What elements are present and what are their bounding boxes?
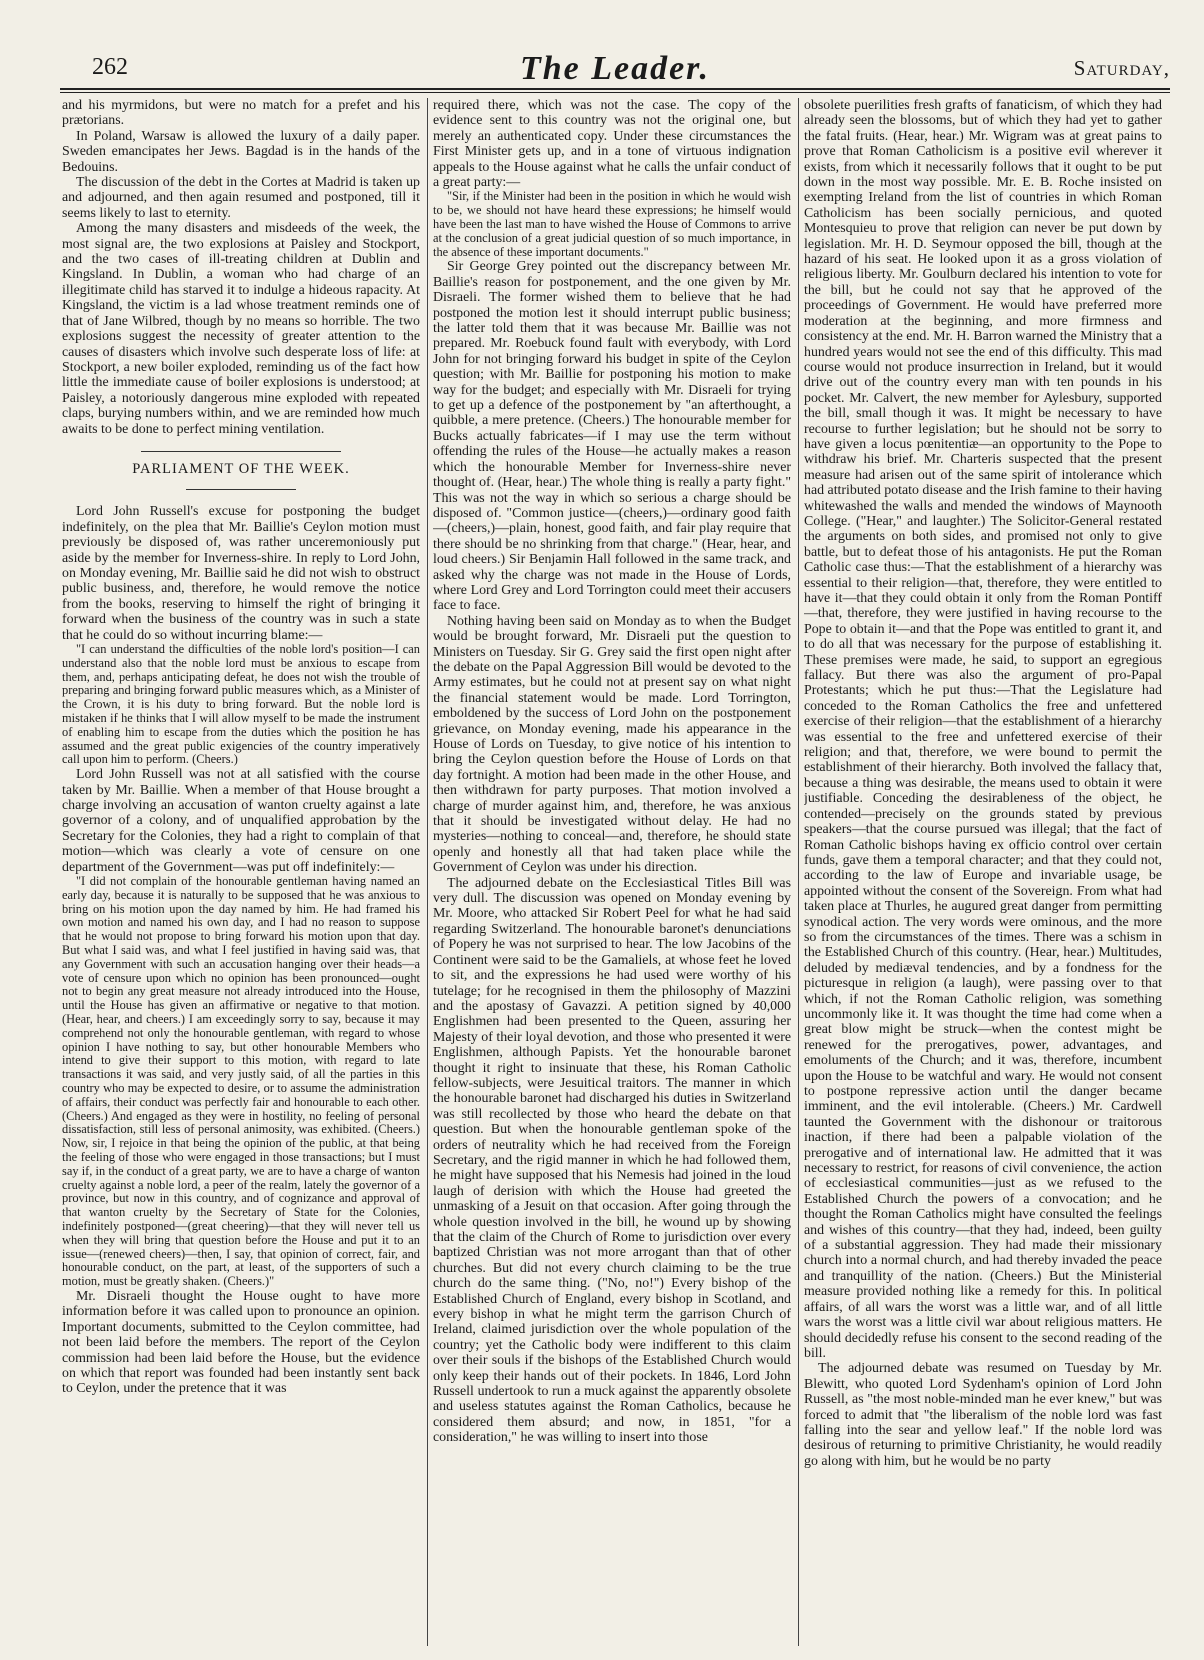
section-heading: PARLIAMENT OF THE WEEK. bbox=[132, 460, 350, 477]
paragraph: obsolete puerilities fresh grafts of fanaticism, of which they had already seen the blossoms, but of which they had yet to gather the fatal fruits. (Hear, hear.) Mr. Wigram was at great pains to prove that Roman Catholicism is a positive evil wherever it exists, from which it necessarily follows that it ought to be put down in the most way possible. Mr. E. B. Roche insisted on exempting Ireland from the list of countries in which Roman Catholicism has been socially pernicious, and quoted Montesquieu to prove that religion can never be put down by legislation. Mr. H. D. Seymour opposed the bill, though at the hazard of his seat. He looked upon it as a gross violation of religious liberty. Mr. Goulburn declared his intention to vote for the bill, but he could not say that he approved of the proceedings of Government. He would have preferred more moderation at the beginning, and more firmness and consistency at the end. Mr. H. Barron warned the Ministry that a hundred years would not see the end of this difficulty. This mad course would not produce insurrection in Ireland, but it would drive out of the country every man with ten pounds in his pocket. Mr. Calvert, the new member for Aylesbury, supported the bill, small though it was. It might be necessary to have recourse to further legislation; but he should not be sorry to have given a locus pœnitentiæ—an opportunity to the Pope to withdraw his brief. Mr. Charteris suspected that the present measure had arisen out of the same spirit of intolerance which had attributed potato disease and the Irish famine to their having whitewashed the walls and mended the windows of Maynooth College. ("Hear," and laughter.) The Solicitor-General restated the arguments on both sides, and promised not only to give battle, but to defeat those of his antagonists. He put the Roman Catholic case thus:—That the establishment of a hierarchy was essential to their religion—that, therefore, they were entitled to have it—that they could obtain it only from the Roman Pontiff—that, therefore, they were justified in having recourse to the Pope to obtain it—and that the Pope was entitled to grant it, and to do all that was necessary for the purpose of establishing it. These premises were made, he said, to support an egregious fallacy. But there was also the argument of pro-Papal Protestants; which he put thus:—That the Legislature had conceded to the Roman Catholics the free and unfettered exercise of their religion—that the establishment of a hierarchy was essential to the free and unfettered exercise of their religion; and that, therefore, we were bound to permit the establishment of their hierarchy. Both involved the fallacy that, because a thing was desirable, the means used to obtain it were justifiable. Conceding the desirableness of the object, he contended—precisely on the grounds stated by previous speakers—that the course pursued was illegal; that the fact of Roman Catholic bishops having ex officio control over certain funds, gave them a temporal character; and that they could not, according to the law of Europe and invariable usage, be appointed without the consent of the Sovereign. From what had taken place at Thurles, he augured great danger from permitting synodical action. The very words were ominous, and the more so from the circumstances of the times. There was a schism in the Established Church of this country. (Hear, hear.) Multitudes, deluded by mediæval tendencies, and by a fondness for the picturesque in religion (a laugh), were passing over to that which, if not the Roman Catholic religion, was something uncommonly like it. It was thought the time had come when a great blow might be struck—when the contest might be renewed for the prerogatives, power, advantages, and emoluments of the Church; and it was, therefore, incumbent upon the House to be watchful and wary. He would not consent to postpone repressive action until the danger became imminent, and the evil intolerable. (Cheers.) Mr. Cardwell taunted the Government with the dishonour or traitorous inaction, if there had been a palpable violation of the prerogative and of international law. He admitted that it was necessary to restrict, for reasons of civil convenience, the action of ecclesiastical communities—just as we refused to the Established Church the powers of a convocation; and he thought the Roman Catholics might have consulted the feelings and wishes of this country—that they had, indeed, been guilty of a substantial aggression. They had made their missionary church into a normal church, and had thereby invaded the peace and tranquillity of the nation. (Cheers.) But the Ministerial measure provided nothing like a remedy for this. In political affairs, of all wars the worst was a little war, and of all little wars the worst was a little civil war about religious matters. He should decidedly refuse his consent to the second reading of the bill. bbox=[804, 98, 1162, 1361]
column-divider bbox=[427, 98, 428, 1646]
page-header bbox=[60, 50, 1170, 90]
column-divider bbox=[798, 98, 799, 1646]
paragraph: Lord John Russell's excuse for postponing the budget indefinitely, on the plea that Mr. Baillie's Ceylon motion must previously be disposed of, was rather unceremoniously put aside by the member for Inverness-shire. In reply to Lord John, on Monday evening, Mr. Baillie said he did not wish to obstruct public business, and, therefore, he would remove the notice from the books, reserving to himself the right of bringing it forward when the business of the country was in such a state that he could do so without incurring blame:— bbox=[62, 504, 420, 643]
paragraph: and his myrmidons, but were no match for a prefet and his prætorians. bbox=[62, 98, 420, 129]
header-rule bbox=[60, 88, 1170, 90]
quotation: "I can understand the difficulties of the noble lord's position—I can understand also that the noble lord must be anxious to escape from them, and, perhaps anticipating defeat, he does not wish the trouble of preparing and bringing forward public measures which, as a Minister of the Crown, it is his duty to bring forward. But the noble lord is mistaken if he thinks that I will allow myself to be made the instrument of enabling him to escape from the duties which the position he has assumed and the great public exigencies of the country imperatively call upon him to perform. (Cheers.) bbox=[62, 642, 420, 767]
paragraph: required there, which was not the case. The copy of the evidence sent to this country was not the original one, but merely an authenticated copy. Under these circumstances the First Minister gets up, and in a tone of virtuous indignation appeals to the House against what he calls the unfair conduct of a great party:— bbox=[433, 98, 791, 191]
section-divider bbox=[141, 451, 341, 452]
heading-divider bbox=[186, 489, 296, 490]
column-1 bbox=[62, 98, 420, 1643]
header-rule-thin bbox=[60, 92, 1170, 93]
page-number: 262 bbox=[92, 54, 128, 80]
header-day: Saturday, bbox=[1073, 56, 1170, 80]
column-3 bbox=[804, 98, 1162, 1643]
paragraph: In Poland, Warsaw is allowed the luxury of a daily paper. Sweden emancipates her Jews. Bagdad is in the hands of the Bedouins. bbox=[62, 128, 420, 175]
paragraph: The discussion of the debt in the Cortes at Madrid is taken up and adjourned, and then again resumed and postponed, till it seems likely to last to eternity. bbox=[62, 175, 420, 221]
paragraph: Lord John Russell was not at all satisfied with the course taken by Mr. Baillie. When a member of that House brought a charge involving an accusation of wanton cruelty against a late governor of a colony, and of unqualified approbation by the Secretary for the Colonies, they had a right to complain of that motion—which was clearly a vote of censure on one department of the Government—was put off indefinitely:— bbox=[62, 767, 420, 875]
masthead-title: The Leader. bbox=[519, 50, 711, 87]
quotation: "I did not complain of the honourable gentleman having named an early day, because it is naturally to be supposed that he was anxious to bring on his motion upon the day named by him. He had framed his own motion and named his own day, and I had no reason to suppose that he would not propose to bring forward his motion upon that day. But what I said was, and what I feel justified in having said was, that any Government with such an accusation hanging over their heads—a vote of censure upon which no opinion has been pronounced—ought not to begin any great measure not already introduced into the House, until the House has given an affirmative or negative to that motion. (Hear, hear, and cheers.) I am exceedingly sorry to say, because it may comprehend not only the honourable gentleman, with regard to whose opinion I have nothing to say, but other honourable Members who intend to give their support to this motion, with regard to late transactions it was said, and very justly said, of all the parties in this country who may be expected to desire, or to assume the administration of affairs, their conduct was perfectly fair and honourable to each other. (Cheers.) And engaged as they were in hostility, no feeling of personal dissatisfaction, still less of personal animosity, was exhibited. (Cheers.) Now, sir, I rejoice in that being the opinion of the public, at that being the feeling of those who were engaged in those transactions; but I must say if, in the conduct of a great party, we are to have a charge of wanton cruelty against a noble lord, a peer of the realm, lately the governor of a province, but now in this country, and of cognizance and approval of that wanton cruelty by the Secretary of State for the Colonies, indefinitely postponed—(great cheering)—that they will never tell us when they will bring that question before the House and put it to an issue—(renewed cheers)—then, I say, that opinion of correct, fair, and honourable conduct, on the part, at least, of the supporters of such a motion, must be greatly shaken. (Cheers.)" bbox=[62, 874, 420, 1289]
paragraph: The adjourned debate was resumed on Tuesday by Mr. Blewitt, who quoted Lord Sydenham's opinion of Lord John Russell, as "the most noble-minded man he ever knew," but was forced to admit that "the liberalism of the noble lord was fast falling into the sear and yellow leaf." If the noble lord was desirous of returning to primitive Christianity, he would readily go along with him, but he would be no party bbox=[804, 1361, 1162, 1469]
quotation: "Sir, if the Minister had been in the position in which he would wish to be, we should not have heard these expressions; he himself would have been the last man to have wished the House of Commons to arrive at the conclusion of a great judicial question of so much importance, in the absence of these important documents." bbox=[433, 189, 791, 259]
paragraph: Among the many disasters and misdeeds of the week, the most signal are, the two explosions at Paisley and Stockport, and the two cases of ill-treating children at Dublin and Kingsland. In Dublin, a woman who had charge of an illegitimate child has starved it to indulge a hideous rapacity. At Kingsland, the victim is a lad whose treatment reminds one of that of Jane Wilbred, though by no means so horrible. The two explosions suggest the necessity of greater attention to the causes of disasters which involve such desperate loss of life: at Stockport, a new boiler exploded, reminding us of the fact how little the immediate cause of boiler explosions is understood; at Paisley, a notoriously dangerous mine exploded with repeated claps, burying numbers within, and we are reminded how much awaits to be done to perfect mining ventilation. bbox=[62, 221, 420, 437]
column-2 bbox=[433, 98, 791, 1643]
paragraph: Sir George Grey pointed out the discrepancy between Mr. Baillie's reason for postponement, and the one given by Mr. Disraeli. The former wished them to believe that he had postponed the motion lest it should interrupt public business; the latter told them that it was because Mr. Baillie was not prepared. Mr. Roebuck found fault with everybody, with Lord John for not bringing forward his budget in spite of the Ceylon question; with Mr. Baillie for postponing his motion to make way for the budget; and especially with Mr. Disraeli for trying to get up a defence of the postponement by "an afterthought, a quibble, a mere pretence. (Cheers.) The honourable member for Bucks actually fabricates—if I may use the term without offending the rules of the House—he actually makes a reason which the honourable Member for Inverness-shire never thought of. (Hear, hear.) The whole thing is really a party fight." This was not the way in which so serious a charge should be disposed of. "Common justice—(cheers,)—ordinary good faith—(cheers,)—plain, honest, good faith, and fair play require that there should be no shrinking from that charge." (Hear, hear, and loud cheers.) Sir Benjamin Hall followed in the same track, and asked why the charge was not made in the House of Lords, where Lord Grey and Lord Torrington could meet their accusers face to face. bbox=[433, 259, 791, 614]
paragraph: Mr. Disraeli thought the House ought to have more information before it was called upon to pronounce an opinion. Important documents, submitted to the Ceylon committee, had not been laid before the members. The report of the Ceylon commission had been laid before the House, but the evidence on which that report was founded had been instantly sent back to Ceylon, under the pretence that it was bbox=[62, 1288, 420, 1397]
paragraph: The adjourned debate on the Ecclesiastical Titles Bill was very dull. The discussion was opened on Monday evening by Mr. Moore, who attacked Sir Robert Peel for what he had said regarding Switzerland. The honourable baronet's denunciations of Popery he was not surprised to hear. The low Jacobins of the Continent were said to be the Gamaliels, at whose feet he loved to sit, and the expressions he had used were worthy of his tutelage; for he recognised in them the philosophy of Mazzini and the apostasy of Gavazzi. A petition signed by 40,000 Englishmen had been presented to the Queen, assuring her Majesty of their loyal devotion, and those who presented it were Englishmen, although Papists. Yet the honourable baronet thought it right to insinuate that these, his Roman Catholic fellow-subjects, were Jesuitical traitors. The manner in which the honourable baronet had discharged his duties in Switzerland was still recollected by those who heard the debate on that question. But when the honourable gentleman spoke of the orders of neutrality which he had received from the Foreign Secretary, and the rigid manner in which he had followed them, he might have supposed that his Nemesis had joined in the loud laugh of derision with which the House had greeted the unmasking of a Jesuit on that occasion. After going through the whole question involved in the bill, he wound up by showing that the claim of the Church of Rome to jurisdiction over every baptized Christian was not more arrogant than that of other churches. But did not every church claiming to be the true church do the same thing. ("No, no!") Every bishop of the Established Church of England, every bishop in Scotland, and every bishop in what he might term the garrison Church of Ireland, claimed jurisdiction over the whole population of the country; yet the Catholic body were indifferent to this claim over their souls if the bishops of the Established Church would only keep their hands out of their pockets. In 1846, Lord John Russell undertook to run a muck against the apparently obsolete and useless statutes against the Roman Catholics, because he considered them absurd; and now, in 1851, "for a consideration," he was willing to insert into those bbox=[433, 875, 791, 1446]
paragraph: Nothing having been said on Monday as to when the Budget would be brought forward, Mr. Disraeli put the question to Ministers on Tuesday. Sir G. Grey said the first open night after the debate on the Papal Aggression Bill would be devoted to the Army estimates, but he could not at present say on what night the financial statement would be made. Lord Torrington, emboldened by the success of Lord John on the postponement grievance, on Monday evening, made his appearance in the House of Lords on Tuesday, to give notice of his intention to bring the Ceylon question before the House of Lords on that day fortnight. A motion had been made in the other House, and then withdrawn for party purposes. That motion involved a charge of murder against him, and, therefore, he was anxious that it should be investigated without delay. He had no mysteries—nothing to conceal—and, therefore, he should state openly and honestly all that had taken place while the Government of Ceylon was under his direction. bbox=[433, 613, 791, 876]
